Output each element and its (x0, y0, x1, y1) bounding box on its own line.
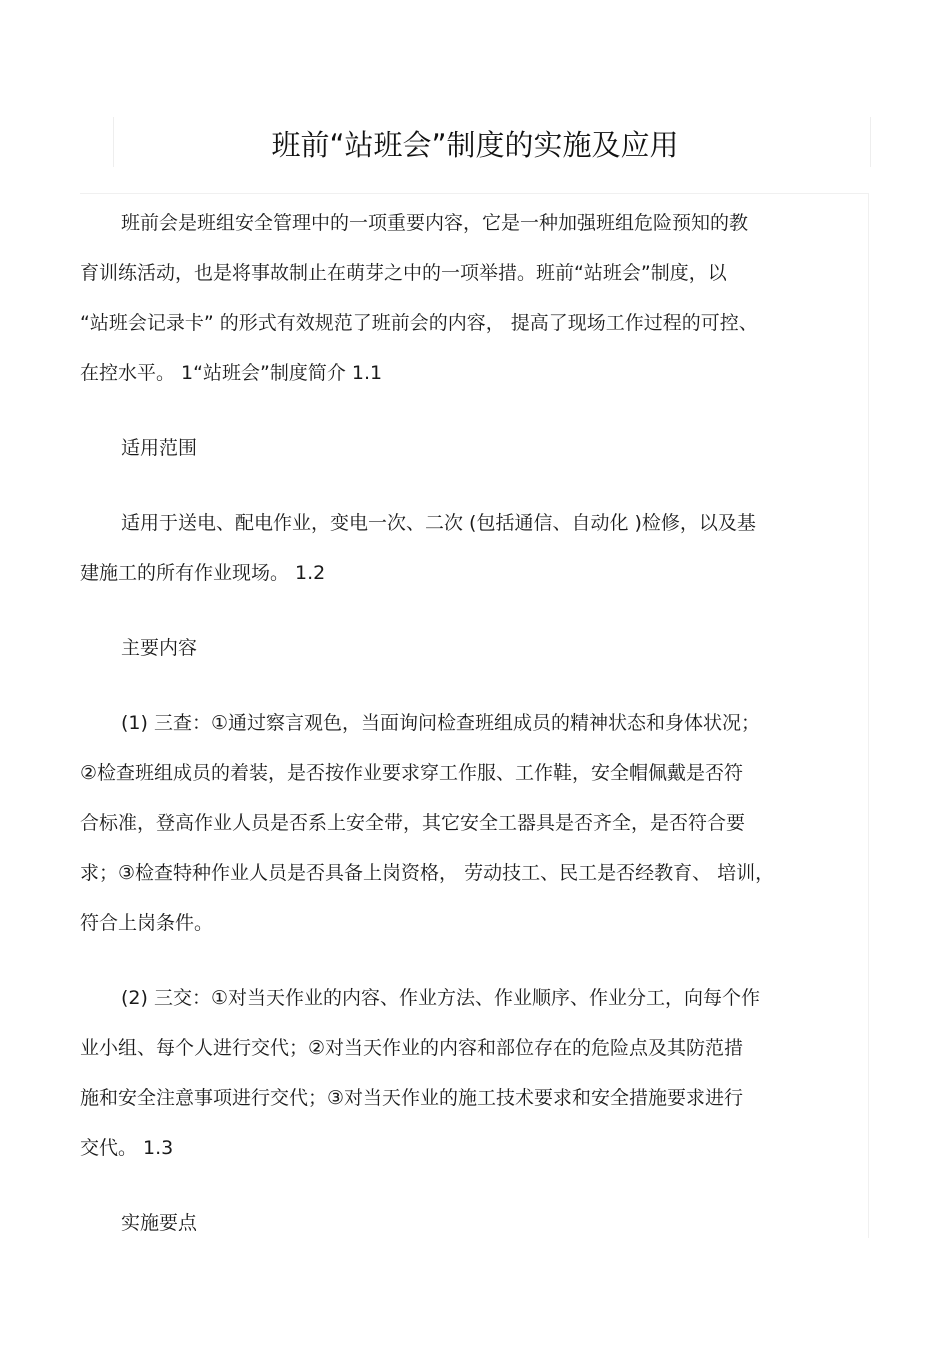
body-line: 适用于送电、配电作业，变电一次、二次 (包括通信、自动化 )检修，以及基 (121, 512, 756, 534)
document-body (80, 198, 855, 1248)
body-line: 合标准，登高作业人员是否系上安全带，其它安全工器具是否齐全，是否符合要 (80, 812, 746, 834)
body-line: 施和安全注意事项进行交代；③对当天作业的施工技术要求和安全措施要求进行 (80, 1087, 744, 1109)
body-line: 符合上岗条件。 (80, 912, 214, 934)
document-title: 班前“站班会”制度的实施及应用 (271, 128, 679, 162)
paragraph-gap (80, 948, 855, 973)
section-heading: 实施要点 (121, 1212, 198, 1234)
body-line: (1) 三查：①通过察言观色，当面询问检查班组成员的精神状态和身体状况； (121, 712, 760, 734)
paragraph-gap (80, 473, 855, 498)
paragraph-gap (80, 598, 855, 623)
body-line: (2) 三交：①对当天作业的内容、作业方法、作业顺序、作业分工，向每个作 (121, 987, 760, 1009)
body-line: ②检查班组成员的着装，是否按作业要求穿工作服、工作鞋，安全帽佩戴是否符 (80, 762, 744, 784)
body-line: 交代。 1.3 (80, 1137, 174, 1159)
paragraph-gap (80, 398, 855, 423)
body-line: 求；③检查特种作业人员是否具备上岗资格， 劳动技工、民工是否经教育、 培训， (80, 862, 775, 884)
paragraph-gap (80, 673, 855, 698)
body-line: 建施工的所有作业现场。 1.2 (80, 562, 326, 584)
right-margin-rule (868, 193, 869, 1238)
paragraph-gap (80, 1173, 855, 1198)
title-divider (80, 193, 869, 194)
body-line: 在控水平。 1“站班会”制度简介 1.1 (80, 362, 383, 384)
body-line: “站班会记录卡” 的形式有效规范了班前会的内容， 提高了现场工作过程的可控、 (80, 312, 758, 334)
body-line: 育训练活动，也是将事故制止在萌芽之中的一项举措。班前“站班会”制度，以 (80, 262, 727, 284)
section-heading: 主要内容 (121, 637, 198, 659)
body-line: 班前会是班组安全管理中的一项重要内容，它是一种加强班组危险预知的教 (121, 212, 749, 234)
body-line: 业小组、每个人进行交代；②对当天作业的内容和部位存在的危险点及其防范措 (80, 1037, 744, 1059)
section-heading: 适用范围 (121, 437, 198, 459)
